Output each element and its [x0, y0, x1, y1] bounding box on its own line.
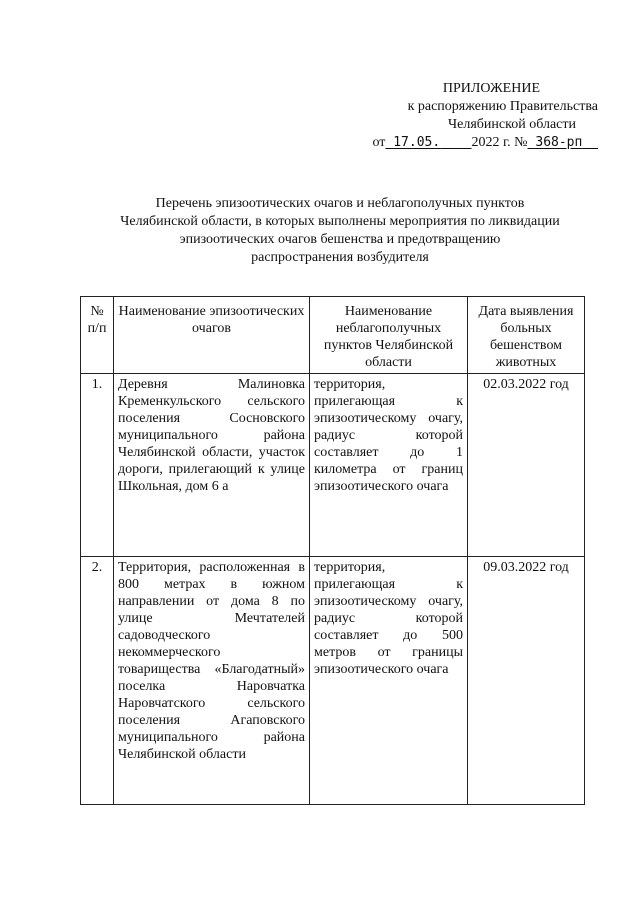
- table-header-row: [81, 297, 585, 374]
- annex-year: 2022 г. №: [471, 135, 528, 150]
- heading-line-1: Перечень эпизоотических очагов и неблагополучных пунктов: [155, 196, 525, 211]
- table-row: [81, 374, 585, 557]
- heading-line-2: Челябинской области, в которых выполнены мероприятия по ликвидации: [120, 214, 560, 229]
- annex-line-2: Челябинской области: [448, 117, 576, 132]
- document-heading: [90, 195, 590, 267]
- cell-number: 1.: [81, 374, 114, 557]
- cell-number: 2.: [81, 557, 114, 805]
- cell-focus: Территория, расположенная в 800 метрах в южном направлении от дома 8 по улице Мечтателей садоводческого некоммерческого товарищества «Благодатный» поселка Наровчатка Наровчатского сельского поселения Агаповского муниципального района Челябинской области: [114, 557, 310, 805]
- annex-from: от: [372, 135, 386, 150]
- cell-date: 09.03.2022 год: [468, 557, 585, 805]
- annex-date-line: [348, 134, 598, 152]
- foci-table: [80, 296, 585, 805]
- annex-date: 17.05.: [393, 135, 441, 150]
- cell-date: 02.03.2022 год: [468, 374, 585, 557]
- header-points: Наименование неблагополучных пунктов Челябинской области: [310, 297, 468, 374]
- table-row: [81, 557, 585, 805]
- annex-block: [348, 80, 598, 152]
- heading-line-3: эпизоотических очагов бешенства и предотвращению: [179, 232, 501, 247]
- header-foci: Наименование эпизоотических очагов: [114, 297, 310, 374]
- heading-line-4: распространения возбудителя: [251, 250, 429, 265]
- header-number: № п/п: [81, 297, 114, 374]
- cell-point: территория, прилегающая к эпизоотическому очагу, радиус которой составляет до 1 километра от границ эпизоотического очага: [310, 374, 468, 557]
- cell-point: территория, прилегающая к эпизоотическому очагу, радиус которой составляет до 500 метров от границы эпизоотического очага: [310, 557, 468, 805]
- cell-focus: Деревня Малиновка Кременкульского сельского поселения Сосновского муниципального района Челябинской области, участок дороги, прилегающий к улице Школьная, дом 6 а: [114, 374, 310, 557]
- header-date: Дата выявления больных бешенством животных: [468, 297, 585, 374]
- annex-title: ПРИЛОЖЕНИЕ: [442, 81, 540, 96]
- annex-number: 368-рп: [535, 135, 583, 150]
- annex-line-1: к распоряжению Правительства: [407, 99, 598, 114]
